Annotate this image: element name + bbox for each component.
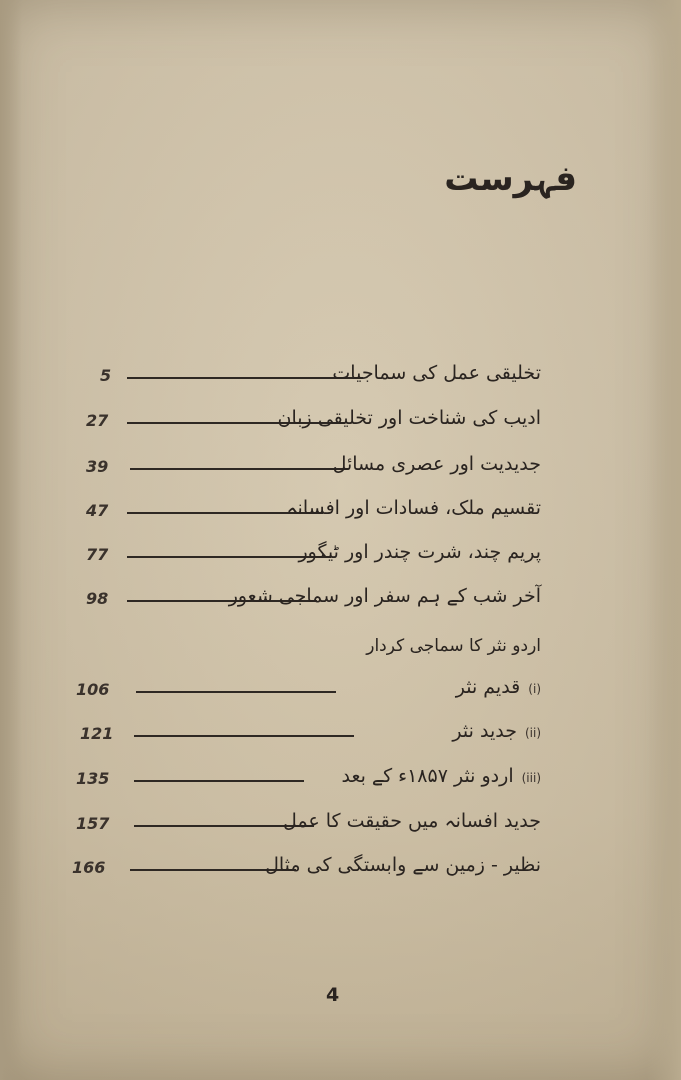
toc-leader-line (134, 735, 354, 737)
toc-subentry (0, 672, 681, 706)
toc-page-number: 5 (100, 366, 112, 385)
subentry-label: جدید نثر (452, 720, 517, 742)
subentry-marker: (iii) (521, 771, 541, 785)
toc-entry (0, 449, 681, 483)
toc-subentry-title (452, 720, 541, 742)
toc-subentry (0, 761, 681, 795)
toc-subentry-title (456, 676, 541, 698)
toc-page-number: 39 (86, 457, 109, 476)
toc-subentry-title (341, 765, 541, 787)
toc-entry-title: جدید افسانہ میں حقیقت کا عمل (283, 810, 541, 832)
toc-page-number: 98 (86, 589, 109, 608)
toc-page-number: 166 (72, 858, 106, 877)
toc-entry (0, 493, 681, 527)
subentry-marker: (i) (528, 682, 541, 696)
toc-entry (0, 537, 681, 571)
toc-page-number: 106 (76, 680, 110, 699)
toc-page-number: 157 (76, 814, 110, 833)
toc-entry-title: ادیب کی شناخت اور تخلیقی زبان (277, 407, 541, 429)
subentry-marker: (ii) (524, 726, 541, 740)
section-subheading: اردو نثر کا سماجی کردار (366, 636, 541, 656)
toc-entry-title: نظیر - زمین سے وابستگی کی مثال (265, 854, 541, 876)
page-title: فہرست (444, 159, 577, 199)
toc-entry-title: آخر شب کے ہم سفر اور سماجی شعور (228, 585, 541, 607)
toc-entry-title: پریم چند، شرت چندر اور ٹیگور (298, 541, 541, 563)
toc-page-number: 47 (86, 501, 109, 520)
subentry-label: قدیم نثر (455, 676, 521, 698)
toc-page-number: 77 (86, 545, 109, 564)
subentry-label: اردو نثر ۱۸۵۷ء کے بعد (341, 765, 514, 787)
toc-entry (0, 581, 681, 615)
toc-page-number: 135 (76, 769, 110, 788)
toc-leader-line (130, 468, 348, 470)
toc-leader-line (136, 691, 336, 693)
toc-entry (0, 806, 681, 840)
toc-entry (0, 850, 681, 884)
toc-entry-title: جدیدیت اور عصری مسائل (332, 453, 541, 475)
toc-page-number: 121 (80, 724, 114, 743)
toc-entry (0, 403, 681, 437)
toc-entry (0, 358, 681, 392)
toc-entry-title: تخلیقی عمل کی سماجیات (332, 362, 541, 384)
toc-page-number: 27 (86, 411, 109, 430)
toc-subentry (0, 716, 681, 750)
page-number: 4 (326, 984, 340, 1006)
toc-leader-line (134, 780, 304, 782)
toc-entry-title: تقسیم ملک، فسادات اور افسانہ (286, 497, 541, 519)
toc-leader-line (127, 377, 363, 379)
